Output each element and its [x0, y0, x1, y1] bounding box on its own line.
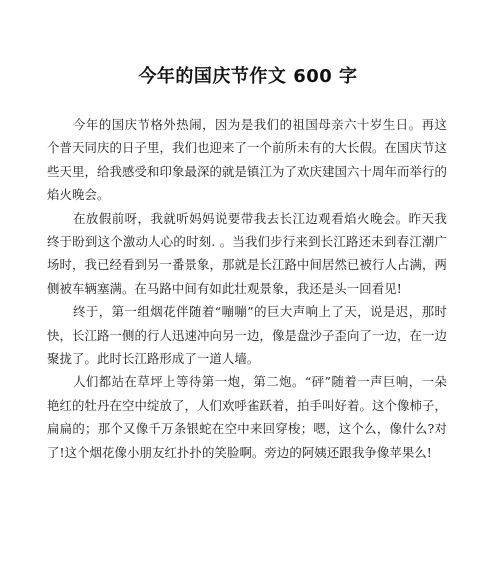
paragraph-3: 终于，第一组烟花伴随着“嘣嘣”的巨大声响上了天，说是迟，那时快，长江路一侧的行人迅速冲向另一边，像是盘沙子歪向了一边，在一边聚拢了。此时长江路形成了一道人墙。 — [47, 304, 447, 367]
paragraph-4: 人们都站在草坪上等待第一炮，第二炮。“砰”随着一声巨响，一朵艳红的牡丹在空中绽放了，人们欢呼雀跃着，拍手叫好着。这个像柿子，扁扁的；那个又像千万条银蛇在空中来回穿梭；嗯，这个么，像什么?对了!这个烟花像小朋友红扑扑的笑脸啊。旁边的阿姨还跟我争像苹果么! — [47, 374, 447, 460]
page-title: 今年的国庆节作文 600 字 — [138, 66, 358, 87]
paragraph-2: 在放假前呀，我就听妈妈说要带我去长江边观看焰火晚会。昨天我终于盼到这个激动人心的时刻. 。当我们步行来到长江路还未到春江潮广场时，我已经看到另一番景象，那就是长江路中间居然已被行人占满，两侧被车辆塞满。在马路中间有如此壮观景象，我还是头一回看见! — [47, 210, 447, 296]
paragraph-1: 今年的国庆节格外热闹，因为是我们的祖国母亲六十岁生日。再这个普天同庆的日子里，我们也迎来了一个前所未有的大长假。在国庆节这些天里，给我感受和印象最深的就是镇江为了欢庆建国六十周年而举行的焰火晚会。 — [47, 117, 447, 203]
essay-body — [47, 113, 447, 464]
